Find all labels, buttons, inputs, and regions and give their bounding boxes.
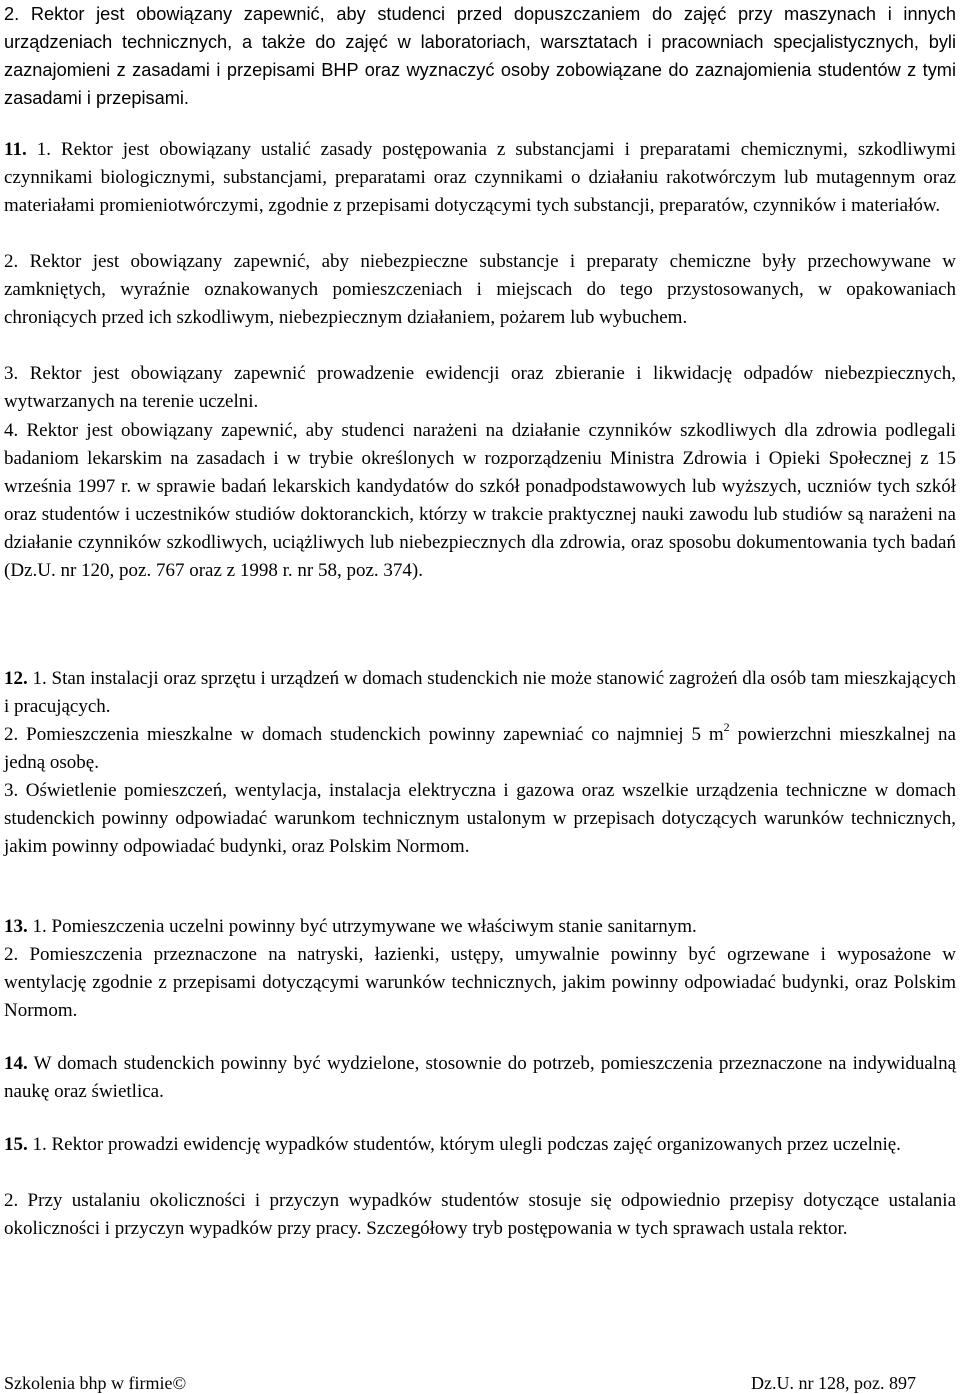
footer-right-text: Dz.U. nr 128, poz. 897 (751, 1373, 916, 1393)
section-13-paragraph-1: 13. 1. Pomieszczenia uczelni powinny być utrzymywane we właściwym stanie sanitarnym. (4, 916, 697, 937)
section-13-number: 13. (4, 916, 28, 937)
section-13-paragraph-2: 2. Pomieszczenia przeznaczone na natryski, łazienki, ustępy, umywalnie powinny być ogrzewane i wyposażone w wentylację zgodnie z przepisami dotyczącymi warunków technicznych, jakim powinny odpowiadać budynki, oraz Polskim Normom. (4, 944, 956, 1022)
section-14-number: 14. (4, 1053, 28, 1074)
superscript-two: 2 (723, 719, 730, 734)
section-11-paragraph-2: 2. Rektor jest obowiązany zapewnić, aby niebezpieczne substancje i preparaty chemiczne były przechowywane w zamkniętych, wyraźnie oznakowanych pomieszczeniach i miejscach do tego przystosowanych, w opakowaniach chroniących przed ich szkodliwym, niebezpiecznym działaniem, pożarem lub wybuchem. (4, 251, 956, 329)
section-12-paragraph-1: 12. 1. Stan instalacji oraz sprzętu i urządzeń w domach studenckich nie może stanowić zagrożeń dla osób tam mieszkających i pracujących. (4, 668, 956, 718)
section-11-paragraph-4: 4. Rektor jest obowiązany zapewnić, aby studenci narażeni na działanie czynników szkodliwych dla zdrowia podlegali badaniom lekarskim na zasadach i w trybie określonych w rozporządzeniu Ministra Zdrowia i Opieki Społecznej z 15 września 1997 r. w sprawie badań lekarskich kandydatów do szkół ponadpodstawowych lub wyższych, uczniów tych szkół oraz studentów i uczestników studiów doktoranckich, którzy w trakcie praktycznej nauki zawodu lub studiów są narażeni na działanie czynników szkodliwych, uciążliwych lub niebezpiecznych dla zdrowia, oraz sposobu dokumentowania tych badań (Dz.U. nr 120, poz. 767 oraz z 1998 r. nr 58, poz. 374). (4, 420, 956, 582)
section-15-number: 15. (4, 1134, 28, 1155)
footer-left-text: Szkolenia bhp w firmie© (4, 1373, 187, 1393)
section-11-paragraph-3: 3. Rektor jest obowiązany zapewnić prowadzenie ewidencji oraz zbieranie i likwidację odpadów niebezpiecznych, wytwarzanych na terenie uczelni. (4, 363, 956, 413)
paragraph-10-2: 2. Rektor jest obowiązany zapewnić, aby studenci przed dopuszczaniem do zajęć przy maszynach i innych urządzeniach technicznych, a także do zajęć w laboratoriach, warsztatach i pracowniach specjalistycznych, byli zaznajomieni z zasadami i przepisami BHP oraz wyznaczyć osoby zobowiązane do zaznajomienia studentów z tymi zasadami i przepisami. (4, 4, 956, 109)
section-15-paragraph-1: 15. 1. Rektor prowadzi ewidencję wypadków studentów, którym ulegli podczas zajęć organizowanych przez uczelnię. (4, 1134, 901, 1155)
section-15-paragraph-2: 2. Przy ustalaniu okoliczności i przyczyn wypadków studentów stosuje się odpowiednio przepisy dotyczące ustalania okoliczności i przyczyn wypadków przy pracy. Szczegółowy tryb postępowania w tych sprawach ustala rektor. (4, 1190, 956, 1240)
section-11-paragraph-1: 11. 1. Rektor jest obowiązany ustalić zasady postępowania z substancjami i preparatami chemicznymi, szkodliwymi czynnikami biologicznymi, substancjami, preparatami oraz czynnikami o działaniu rakotwórczym lub mutagennym oraz materiałami promieniotwórczymi, zgodnie z przepisami dotyczącymi tych substancji, preparatów, czynników i materiałów. (4, 139, 956, 217)
section-12-paragraph-2: 2. Pomieszczenia mieszkalne w domach studenckich powinny zapewniać co najmniej 5 $m^2$ powierzchni mieszkalnej na jedną osobę. (4, 719, 956, 774)
section-11-number: 11. (4, 139, 27, 160)
section-14-paragraph-1: 14. W domach studenckich powinny być wydzielone, stosownie do potrzeb, pomieszczenia przeznaczone na indywidualną naukę oraz świetlica. (4, 1053, 956, 1103)
section-12-paragraph-3: 3. Oświetlenie pomieszczeń, wentylacja, instalacja elektryczna i gazowa oraz wszelkie urządzenia techniczne w domach studenckich powinny odpowiadać warunkom technicznym ustalonym w przepisach dotyczących warunków technicznych, jakim powinny odpowiadać budynki, oraz Polskim Normom. (4, 780, 956, 858)
section-12-number: 12. (4, 668, 28, 689)
